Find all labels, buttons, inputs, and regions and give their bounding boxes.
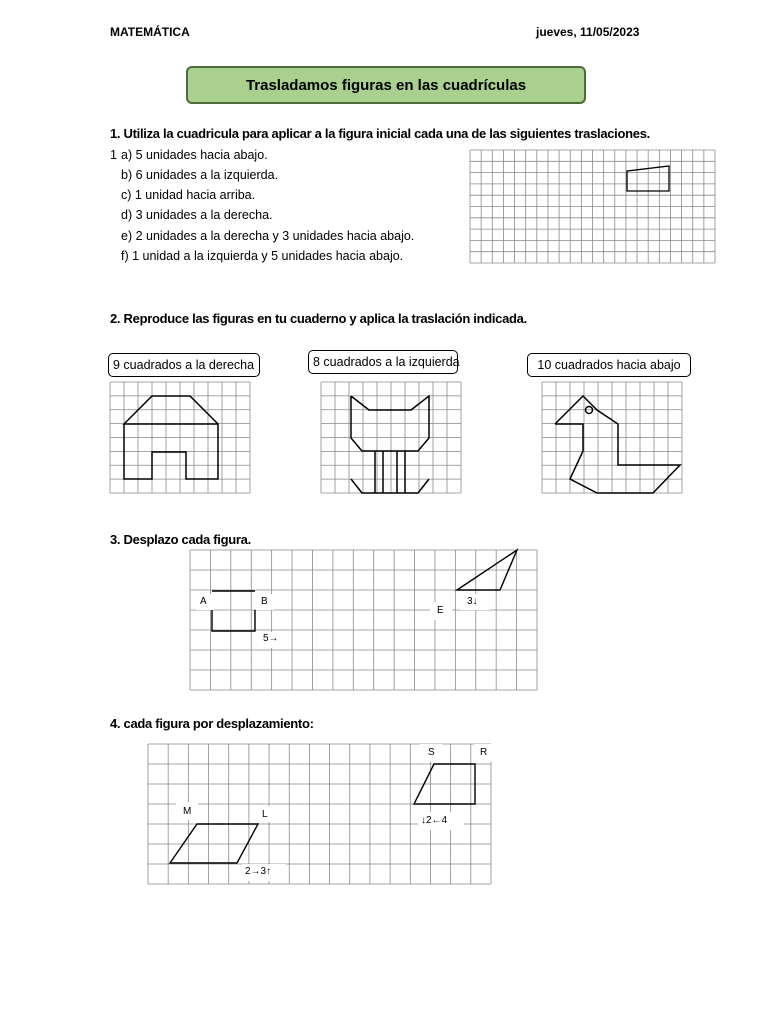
q4-move-trapezoid: ↓2←4 (421, 815, 448, 826)
q4-point-m: M (183, 806, 192, 817)
q2-heading: 2. Reproduce las figuras en tu cuaderno y aplica la traslación indicada. (110, 311, 527, 326)
q1-prefix: 1 (110, 148, 117, 162)
q3-move-down: 3↓ (467, 596, 478, 607)
q4-move-parallelogram: 2→3↑ (245, 866, 272, 877)
date-label: jueves, 11/05/2023 (536, 25, 640, 39)
q3-move-right: 5→ (263, 633, 279, 644)
q1-item-c: c) 1 unidad hacia arriba. (121, 188, 256, 202)
subject-label: MATEMÁTICA (110, 25, 190, 39)
q3-heading: 3. Desplazo cada figura. (110, 532, 251, 547)
q4-heading: 4. cada figura por desplazamiento: (110, 716, 314, 731)
q4-figure-parallelogram (170, 824, 258, 863)
q1-item-b: b) 6 unidades a la izquierda. (121, 168, 279, 182)
q1-heading: 1. Utiliza la cuadricula para aplicar a la figura inicial cada una de las siguientes traslaciones. (110, 126, 650, 141)
q1-item-d: d) 3 unidades a la derecha. (121, 208, 273, 222)
q2-label-left: 8 cuadrados a la izquierda (308, 350, 458, 374)
worksheet-title: Trasladamos figuras en las cuadrículas (186, 66, 586, 104)
q4-point-l: L (262, 809, 268, 820)
q1-item-a: a) 5 unidades hacia abajo. (121, 148, 268, 162)
q3-point-a: A (200, 596, 207, 607)
q3-point-e: E (437, 605, 444, 616)
q1-item-e: e) 2 unidades a la derecha y 3 unidades hacia abajo. (121, 229, 415, 243)
q4-point-r: R (480, 747, 488, 758)
q2-label-down: 10 cuadrados hacia abajo (527, 353, 691, 377)
q2-label-right: 9 cuadrados a la derecha (108, 353, 260, 377)
q4-point-s: S (428, 747, 435, 758)
q3-point-b: B (261, 596, 268, 607)
q1-item-f: f) 1 unidad a la izquierda y 5 unidades hacia abajo. (121, 249, 404, 263)
